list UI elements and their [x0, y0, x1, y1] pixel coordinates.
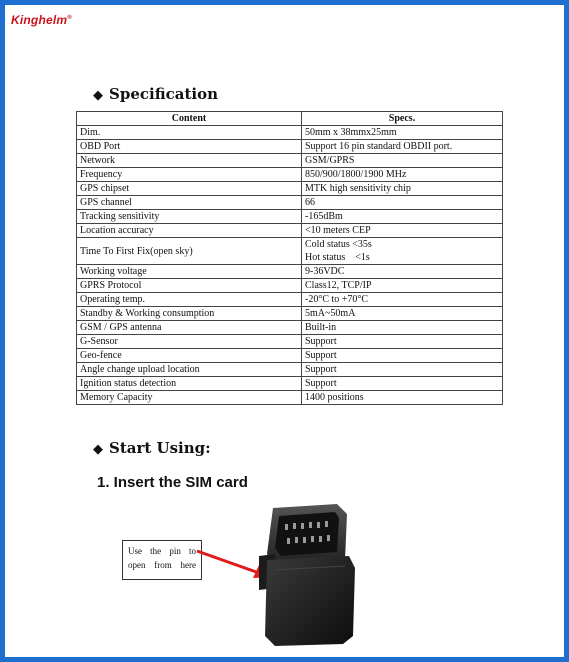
spec-label-cell: Working voltage [77, 265, 302, 279]
spec-label-cell: G-Sensor [77, 335, 302, 349]
spec-label-cell: GSM / GPS antenna [77, 321, 302, 335]
table-row [77, 321, 503, 335]
spec-value-cell [302, 238, 503, 265]
diamond-bullet-icon: ◆ [93, 88, 103, 103]
obd-device-image [245, 498, 365, 648]
table-row [77, 168, 503, 182]
spec-label-cell: Geo-fence [77, 349, 302, 363]
spec-label-cell: Tracking sensitivity [77, 210, 302, 224]
spec-label-cell: Frequency [77, 168, 302, 182]
spec-value-cell: Support [302, 363, 503, 377]
spec-value-cell: Support 16 pin standard OBDII port. [302, 140, 503, 154]
spec-value-cell: 50mm x 38mmx25mm [302, 126, 503, 140]
spec-value-cell: 850/900/1800/1900 MHz [302, 168, 503, 182]
column-header-content: Content [77, 112, 302, 126]
table-row [77, 307, 503, 321]
spec-value-cell: 5mA~50mA [302, 307, 503, 321]
spec-label-cell: Dim. [77, 126, 302, 140]
spec-label-cell: GPS chipset [77, 182, 302, 196]
table-row [77, 265, 503, 279]
table-header-row [77, 112, 503, 126]
table-row [77, 377, 503, 391]
start-using-title: Start Using: [109, 439, 211, 457]
spec-value-cell: 66 [302, 196, 503, 210]
spec-label-cell: Network [77, 154, 302, 168]
brand-logo [11, 13, 72, 27]
start-using-heading [93, 439, 211, 457]
table-row [77, 196, 503, 210]
spec-label-cell: GPS channel [77, 196, 302, 210]
specification-title: Specification [109, 85, 218, 103]
table-row [77, 279, 503, 293]
spec-label-cell: Operating temp. [77, 293, 302, 307]
spec-label-cell: Memory Capacity [77, 391, 302, 405]
table-row [77, 126, 503, 140]
spec-label-cell: Standby & Working consumption [77, 307, 302, 321]
table-row [77, 349, 503, 363]
spec-value-cell: MTK high sensitivity chip [302, 182, 503, 196]
table-row [77, 293, 503, 307]
spec-value-cell: 1400 positions [302, 391, 503, 405]
spec-label-cell: Location accuracy [77, 224, 302, 238]
specification-table [76, 111, 503, 405]
spec-value-cell: Built-in [302, 321, 503, 335]
specification-heading [93, 85, 218, 103]
table-row [77, 140, 503, 154]
spec-value-cell: <10 meters CEP [302, 224, 503, 238]
table-row [77, 224, 503, 238]
spec-value-cell: GSM/GPRS [302, 154, 503, 168]
spec-value-cell: Support [302, 349, 503, 363]
spec-label-cell: Time To First Fix(open sky) [77, 238, 302, 265]
spec-value-cell: Class12, TCP/IP [302, 279, 503, 293]
table-row [77, 154, 503, 168]
spec-value-cell: 9-36VDC [302, 265, 503, 279]
brand-name: Kinghelm [11, 13, 68, 27]
spec-label-cell: Angle change upload location [77, 363, 302, 377]
specification-table-body [77, 126, 503, 405]
table-row [77, 335, 503, 349]
spec-value-cell: -165dBm [302, 210, 503, 224]
spec-label-cell: Ignition status detection [77, 377, 302, 391]
column-header-specs: Specs. [302, 112, 503, 126]
callout-box: Use the pin to open from here [122, 540, 202, 580]
diamond-bullet-icon: ◆ [93, 442, 103, 457]
registered-mark: ® [67, 15, 72, 21]
spec-label-cell: GPRS Protocol [77, 279, 302, 293]
table-row [77, 363, 503, 377]
table-row [77, 182, 503, 196]
spec-value-line: Cold status <35s [305, 239, 372, 250]
spec-label-cell: OBD Port [77, 140, 302, 154]
table-row [77, 391, 503, 405]
spec-value-cell: Support [302, 335, 503, 349]
table-row [77, 210, 503, 224]
step-1-title: 1. Insert the SIM card [97, 474, 248, 491]
spec-value-cell: Support [302, 377, 503, 391]
table-row [77, 238, 503, 265]
spec-value-cell: -20°C to +70°C [302, 293, 503, 307]
spec-value-line: Hot status <1s [305, 252, 370, 263]
